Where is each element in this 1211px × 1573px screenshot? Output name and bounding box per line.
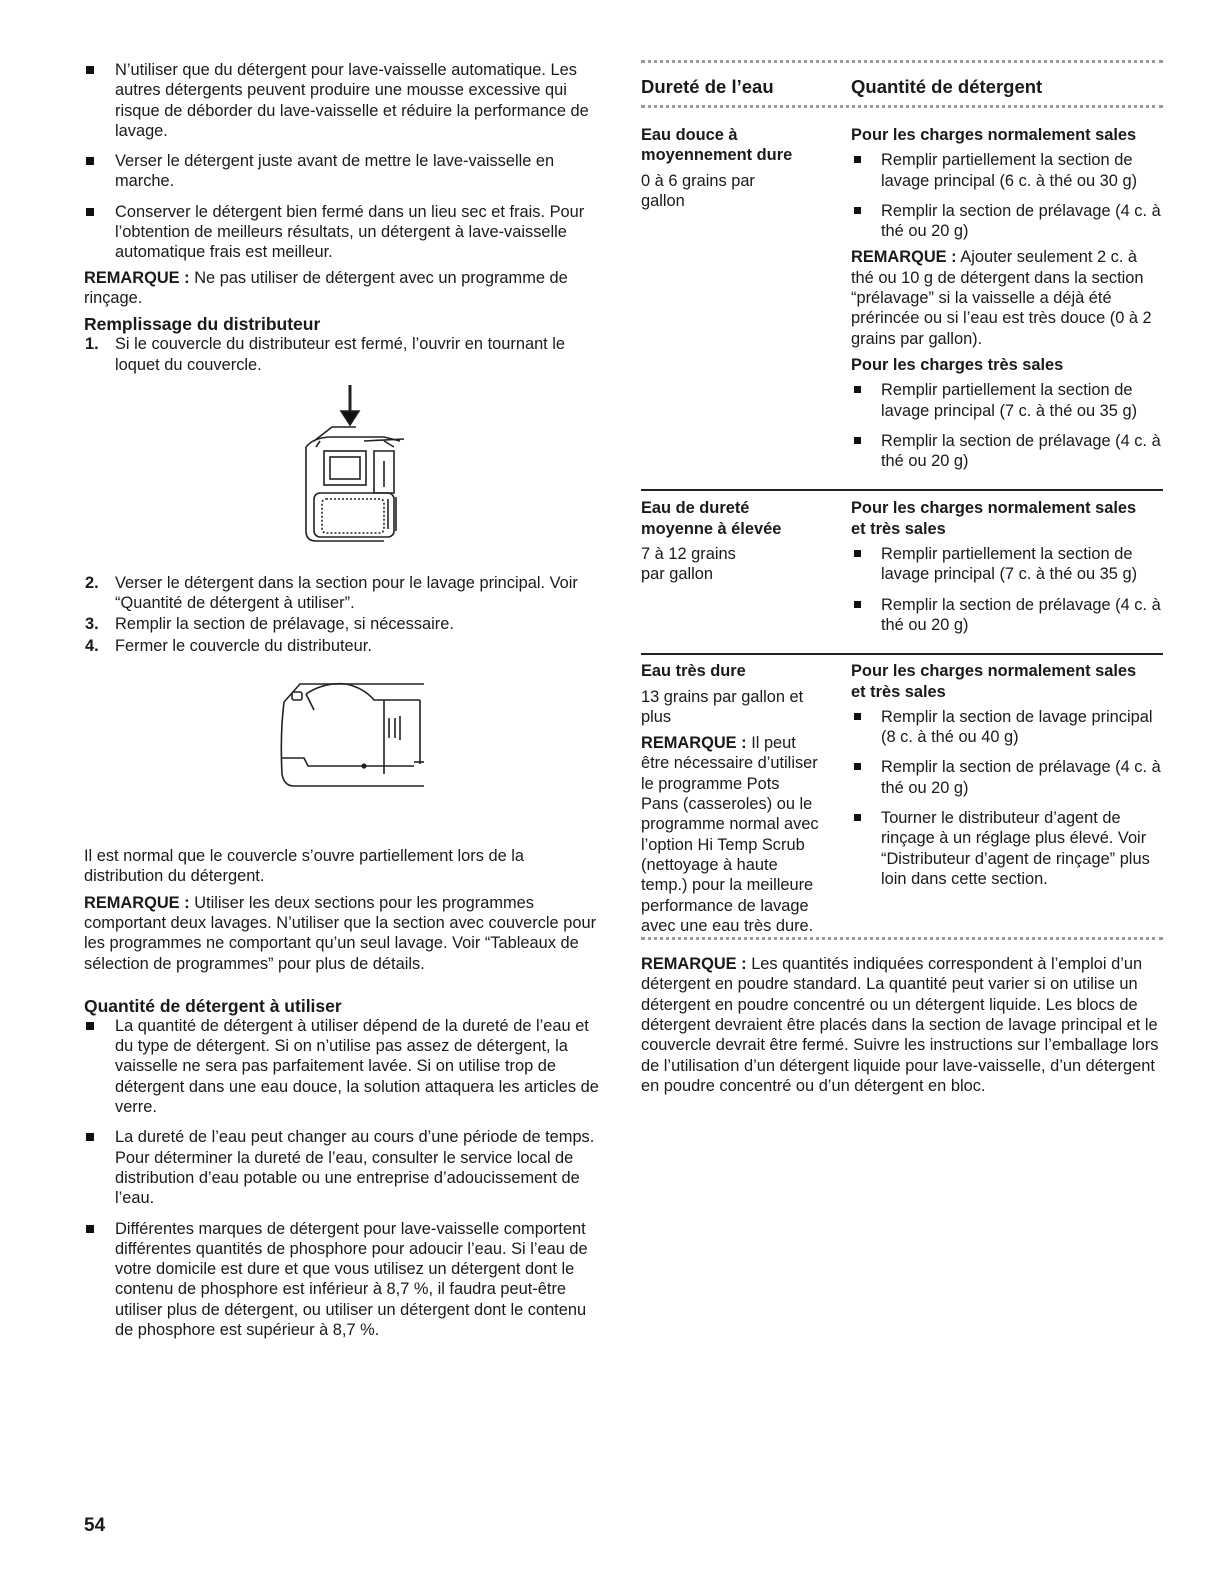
- note-prewash: REMARQUE : Ajouter seulement 2 c. à thé ou 10 g de détergent dans la section “prélavage” si la vaisselle a déjà été prérincée ou si l’eau est très douce (0 à 2 grains par gallon).: [851, 248, 1152, 348]
- left-column: [84, 60, 602, 1350]
- column-header-hardness: Dureté de l’eau: [641, 76, 774, 97]
- load-heading: Pour les charges normalement sales: [851, 126, 1137, 144]
- quantity-cell: [851, 661, 1163, 936]
- detergent-table: [641, 60, 1163, 1096]
- paragraph-partial-open: Il est normal que le couvercle s’ouvre partiellement lors de la distribution du détergent.: [84, 847, 525, 886]
- hardness-value: 7 à 12 grains par gallon: [641, 545, 736, 584]
- page-number: 54: [84, 1515, 106, 1536]
- hardness-value: 0 à 6 grains par gallon: [641, 171, 755, 210]
- list-item: Différentes marques de détergent pour lave-vaisselle comportent différentes quantités de phosphore pour adoucir l’eau. Si l’eau de votre domicile est dure et que vous utilisez un détergent dont le contenu de phosphore est inférieur à 8,7 %, il faudra peut-être utiliser plus de détergent, ou utiliser un détergent dont le contenu de phosphore est supérieur à 8,7 %.: [84, 1219, 602, 1341]
- steps-list-b: [84, 573, 602, 656]
- step-item: 3. Remplir la section de prélavage, si nécessaire.: [85, 615, 454, 634]
- step-item: 2. Verser le détergent dans la section pour le lavage principal. Voir “Quantité de détergent à utiliser”.: [85, 573, 578, 613]
- list-item: Remplir partiellement la section de lavage principal (7 c. à thé ou 35 g): [851, 544, 1163, 585]
- list-item: Remplir la section de prélavage (4 c. à thé ou 20 g): [851, 595, 1163, 636]
- dispenser-open-illustration: [84, 381, 602, 559]
- table-row: [641, 489, 1163, 653]
- list-item: Tourner le distributeur d’agent de rinçage à un réglage plus élevé. Voir “Distributeur d’agent de rinçage” plus loin dans cette section.: [851, 808, 1163, 889]
- load-heading: Pour les charges normalement sales et très sales: [851, 662, 1137, 701]
- list-item: Remplir la section de lavage principal (8 c. à thé ou 40 g): [851, 707, 1163, 748]
- heading-fill-dispenser: Remplissage du distributeur: [84, 314, 321, 335]
- list-item: Remplir partiellement la section de lavage principal (7 c. à thé ou 35 g): [851, 380, 1163, 421]
- dispenser-closed-illustration: [84, 674, 602, 816]
- list-item: Remplir la section de prélavage (4 c. à thé ou 20 g): [851, 431, 1163, 472]
- table-row: [641, 653, 1163, 937]
- quantity-bullets: [84, 1016, 602, 1340]
- hardness-title: Eau douce à moyennement dure: [641, 126, 793, 165]
- hardness-cell: [641, 125, 851, 477]
- steps-list-a: [84, 334, 602, 375]
- list-item: Remplir la section de prélavage (4 c. à thé ou 20 g): [851, 201, 1163, 242]
- table-row: [641, 113, 1163, 489]
- list-item: La dureté de l’eau peut changer au cours d’une période de temps. Pour déterminer la dureté de l’eau, consulter le service local de distribution d’eau potable ou une entreprise d’adoucissement de l’eau.: [84, 1127, 602, 1208]
- list-item: Conserver le détergent bien fermé dans un lieu sec et frais. Pour l’obtention de meilleurs résultats, un détergent à lave-vaisselle automatique frais est meilleur.: [84, 202, 602, 263]
- list-item: Remplir partiellement la section de lavage principal (6 c. à thé ou 30 g): [851, 150, 1163, 191]
- divider: [641, 937, 1163, 945]
- load-heading: Pour les charges normalement sales et très sales: [851, 499, 1137, 538]
- quantity-bullets: [851, 380, 1163, 471]
- quantity-bullets: [851, 707, 1163, 889]
- list-item: La quantité de détergent à utiliser dépend de la dureté de l’eau et du type de détergent. Si on n’utilise pas assez de détergent, la vaisselle ne sera pas parfaitement lavée. Si on utilise trop de détergent dans une eau douce, la solution attaquera les articles de verre.: [84, 1016, 602, 1117]
- hardness-title: Eau très dure: [641, 662, 746, 681]
- table-header: [641, 68, 1163, 105]
- divider: [641, 105, 1163, 113]
- note-rinse: REMARQUE : Ne pas utiliser de détergent avec un programme de rinçage.: [84, 268, 568, 307]
- hardness-value: 13 grains par gallon et plus: [641, 687, 804, 726]
- divider: [641, 60, 1163, 68]
- hardness-cell: [641, 498, 851, 641]
- quantity-cell: [851, 498, 1163, 641]
- list-item: Verser le détergent juste avant de mettre le lave-vaisselle en marche.: [84, 151, 602, 192]
- note-detergent-types: REMARQUE : Les quantités indiquées correspondent à l’emploi d’un détergent en poudre standard. La quantité peut varier si on utilise un détergent en poudre concentré ou un détergent liquide. Les blocs de détergent devraient être placés dans la section de lavage principal et le couvercle devrait être fermé. Suivre les instructions sur l’emballage lors de l’utilisation d’un détergent liquide pour lave-vaisselle, d’un détergent en poudre concentré ou d’un détergent en bloc.: [641, 955, 1159, 1095]
- load-heading: Pour les charges très sales: [851, 355, 1064, 374]
- usage-bullets: [84, 60, 602, 263]
- list-item: Remplir la section de prélavage (4 c. à thé ou 20 g): [851, 757, 1163, 798]
- quantity-cell: [851, 125, 1163, 477]
- step-item: 4. Fermer le couvercle du distributeur.: [85, 636, 372, 655]
- list-item: N’utiliser que du détergent pour lave-vaisselle automatique. Les autres détergents peuvent produire une mousse excessive qui risque de déborder du lave-vaisselle et réduire la performance de lavage.: [84, 60, 602, 141]
- note-programs: REMARQUE : Utiliser les deux sections pour les programmes comportant deux lavages. N’utiliser que la section avec couvercle pour les programmes ne comportant qu’un seul lavage. Voir “Tableaux de sélection de programmes” pour plus de détails.: [84, 893, 597, 973]
- hardness-title: Eau de dureté moyenne à élevée: [641, 499, 782, 538]
- quantity-bullets: [851, 150, 1163, 241]
- heading-detergent-quantity: Quantité de détergent à utiliser: [84, 995, 342, 1016]
- quantity-bullets: [851, 544, 1163, 635]
- hardness-cell: [641, 661, 851, 936]
- note-very-hard-water: REMARQUE : Il peut être nécessaire d’utiliser le programme Pots Pans (casseroles) ou le programme normal avec l’option Hi Temp Scrub (nettoyage à haute temp.) pour la meilleure performance de lavage avec une eau très dure.: [641, 734, 819, 935]
- step-item: 1. Si le couvercle du distributeur est fermé, l’ouvrir en tournant le loquet du couvercle.: [85, 335, 566, 374]
- column-header-quantity: Quantité de détergent: [851, 76, 1043, 97]
